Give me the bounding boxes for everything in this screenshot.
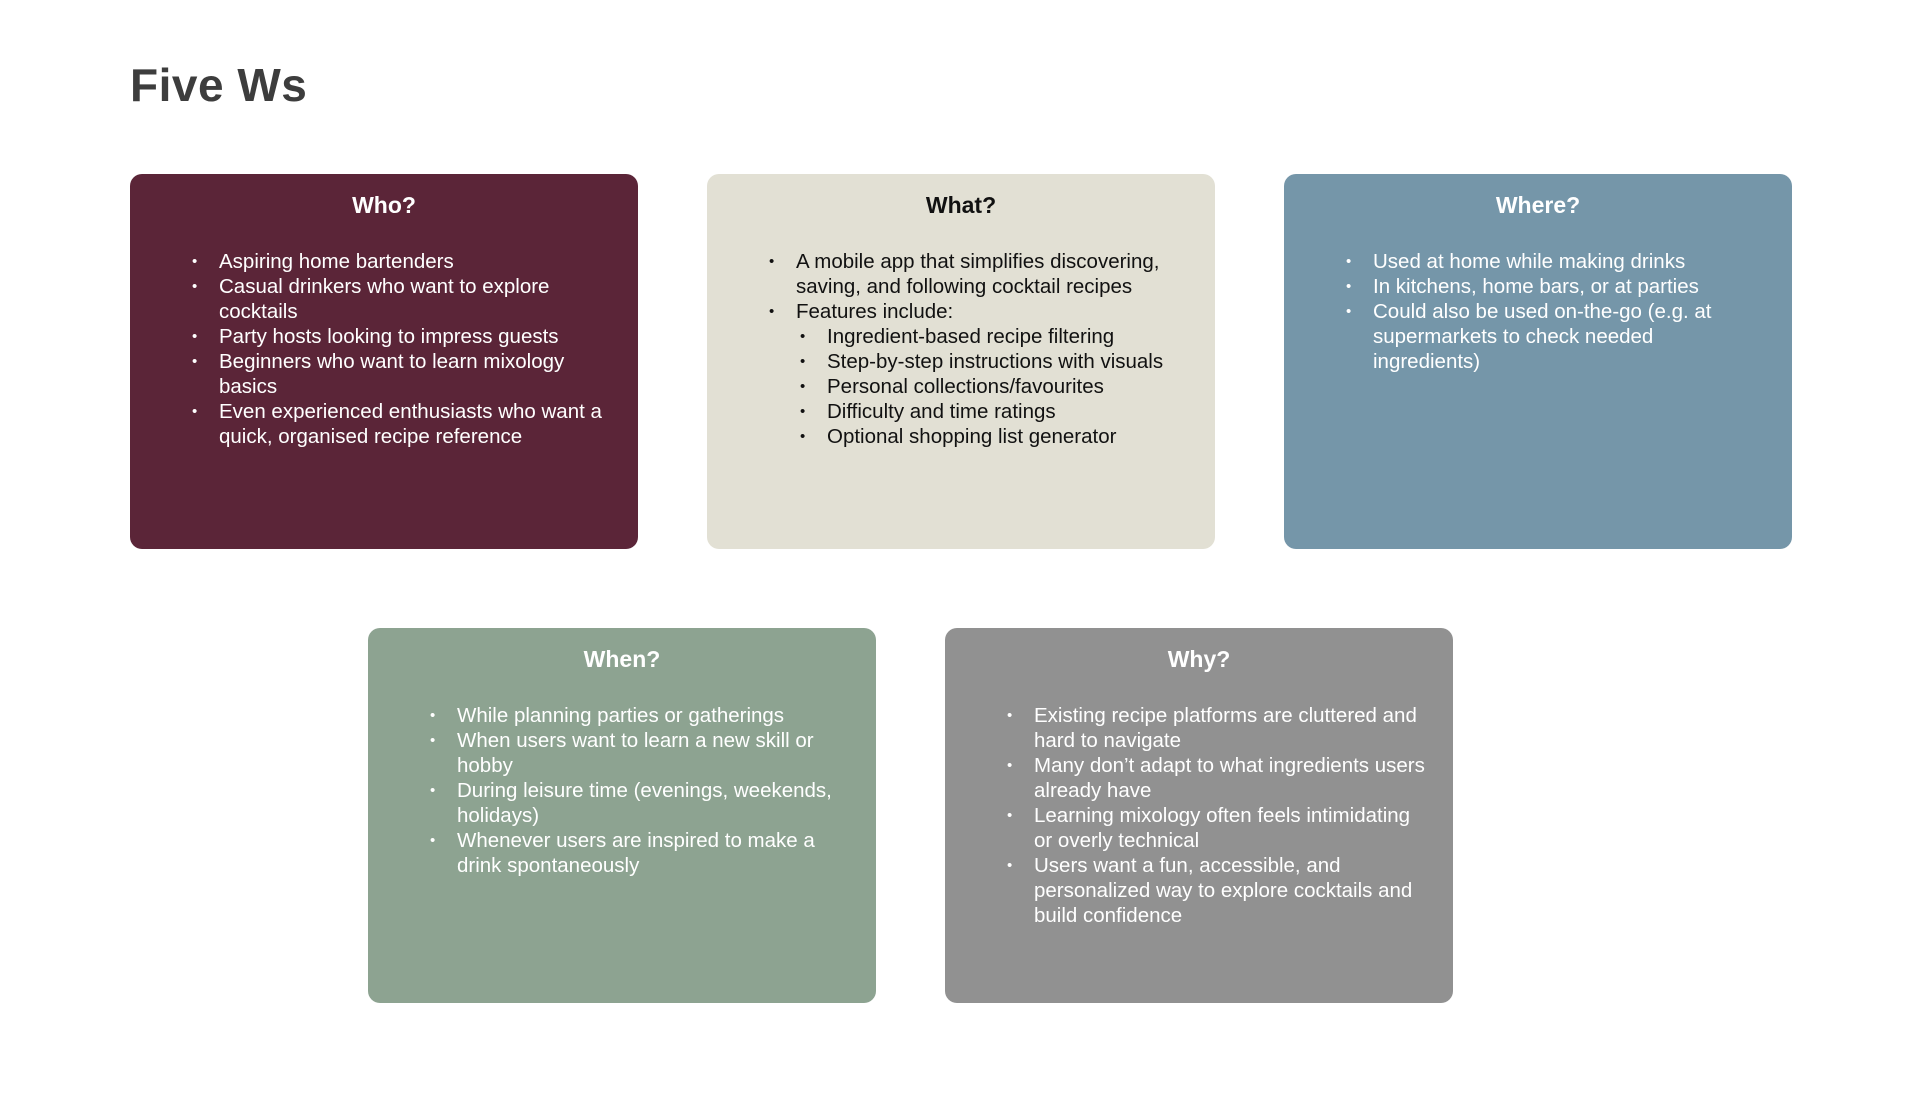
feature-item: • Personal collections/favourites: [800, 374, 1189, 399]
what-card-title: What?: [925, 192, 997, 218]
list-item-features: [769, 299, 1189, 449]
list-item: • Even experienced enthusiasts who want a quick, organised recipe reference: [192, 399, 612, 449]
what-list: [733, 249, 1189, 449]
list-item: • Whenever users are inspired to make a drink spontaneously: [430, 828, 850, 878]
list-item: • Learning mixology often feels intimidating or overly technical: [1007, 803, 1427, 853]
list-item: • Aspiring home bartenders: [192, 249, 612, 274]
list-item: • While planning parties or gatherings: [430, 703, 850, 728]
where-card-title: Where?: [1495, 192, 1581, 218]
when-list: [394, 703, 850, 878]
feature-item: • Step-by-step instructions with visuals: [800, 349, 1189, 374]
who-list: [156, 249, 612, 449]
why-card-title: Why?: [1167, 646, 1231, 672]
page-title: Five Ws: [130, 59, 308, 111]
feature-item: • Difficulty and time ratings: [800, 399, 1189, 424]
list-item: • Could also be used on-the-go (e.g. at supermarkets to check needed ingredients): [1346, 299, 1766, 374]
list-item: • A mobile app that simplifies discovering, saving, and following cocktail recipes: [769, 249, 1189, 299]
list-item: • During leisure time (evenings, weekends, holidays): [430, 778, 850, 828]
where-card: [1284, 174, 1792, 549]
feature-item: • Optional shopping list generator: [800, 424, 1189, 449]
who-card: [130, 174, 638, 549]
when-card-title: When?: [583, 646, 661, 672]
list-item: • When users want to learn a new skill or hobby: [430, 728, 850, 778]
features-list: [796, 324, 1189, 449]
where-list: [1310, 249, 1766, 374]
why-list: [971, 703, 1427, 928]
what-card: [707, 174, 1215, 549]
list-item: • Party hosts looking to impress guests: [192, 324, 612, 349]
list-item: • Many don’t adapt to what ingredients users already have: [1007, 753, 1427, 803]
who-card-title: Who?: [352, 192, 416, 218]
list-item: • Users want a fun, accessible, and personalized way to explore cocktails and build confidence: [1007, 853, 1427, 928]
list-item: • In kitchens, home bars, or at parties: [1346, 274, 1766, 299]
when-card: [368, 628, 876, 1003]
list-item: • Existing recipe platforms are cluttered and hard to navigate: [1007, 703, 1427, 753]
list-item: • Beginners who want to learn mixology basics: [192, 349, 612, 399]
list-item: • Casual drinkers who want to explore cocktails: [192, 274, 612, 324]
list-item: • Used at home while making drinks: [1346, 249, 1766, 274]
feature-item: • Ingredient-based recipe filtering: [800, 324, 1189, 349]
features-label: Features include:: [796, 300, 954, 323]
why-card: [945, 628, 1453, 1003]
